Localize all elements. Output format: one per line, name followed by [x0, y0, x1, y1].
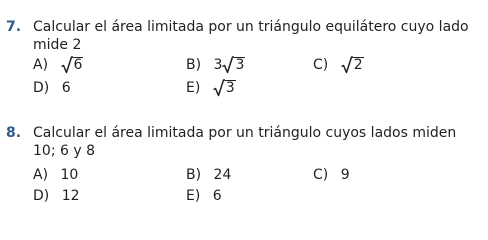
option-value: 9: [340, 167, 350, 183]
option-value: [214, 56, 246, 74]
option-value: [341, 56, 364, 74]
option-8-d: [33, 187, 80, 205]
radicand: 6: [73, 57, 83, 73]
option-value: 10: [60, 167, 79, 183]
option-7-a: [33, 56, 83, 74]
option-letter: B): [186, 57, 202, 73]
option-value: 6: [61, 80, 71, 96]
radical-sign-icon: [61, 56, 73, 74]
option-value: 12: [61, 188, 80, 204]
option-value: [213, 79, 236, 97]
option-7-c: [313, 56, 364, 74]
coefficient: 3: [213, 57, 223, 73]
radical-sign-icon: [341, 56, 353, 74]
option-value: [61, 56, 84, 74]
option-8-a: [33, 166, 78, 184]
question-number: 8.: [6, 125, 22, 141]
option-value: 6: [212, 188, 222, 204]
option-8-e: [186, 187, 222, 205]
option-letter: C): [313, 57, 329, 73]
option-letter: A): [33, 167, 49, 183]
option-8-c: [313, 166, 350, 184]
option-letter: B): [186, 167, 202, 183]
question-number: 7.: [6, 19, 22, 35]
option-letter: D): [33, 188, 50, 204]
radicand: 3: [225, 80, 235, 96]
radicand: 2: [353, 57, 363, 73]
radical-sign-icon: [222, 56, 234, 74]
option-letter: E): [186, 80, 201, 96]
option-letter: A): [33, 57, 49, 73]
option-7-b: [186, 56, 245, 74]
radical-sign-icon: [213, 79, 225, 97]
option-7-d: [33, 79, 71, 97]
option-letter: E): [186, 188, 201, 204]
option-letter: D): [33, 80, 50, 96]
option-letter: C): [313, 167, 329, 183]
radicand: 3: [235, 57, 245, 73]
option-value: 24: [213, 167, 232, 183]
option-8-b: [186, 166, 231, 184]
option-7-e: [186, 79, 236, 97]
question-text: Calcular el área limitada por un triángulo equilátero cuyo lado mide 2: [33, 19, 469, 53]
question-text: Calcular el área limitada por un triángulo cuyos lados miden 10; 6 y 8: [33, 125, 457, 159]
